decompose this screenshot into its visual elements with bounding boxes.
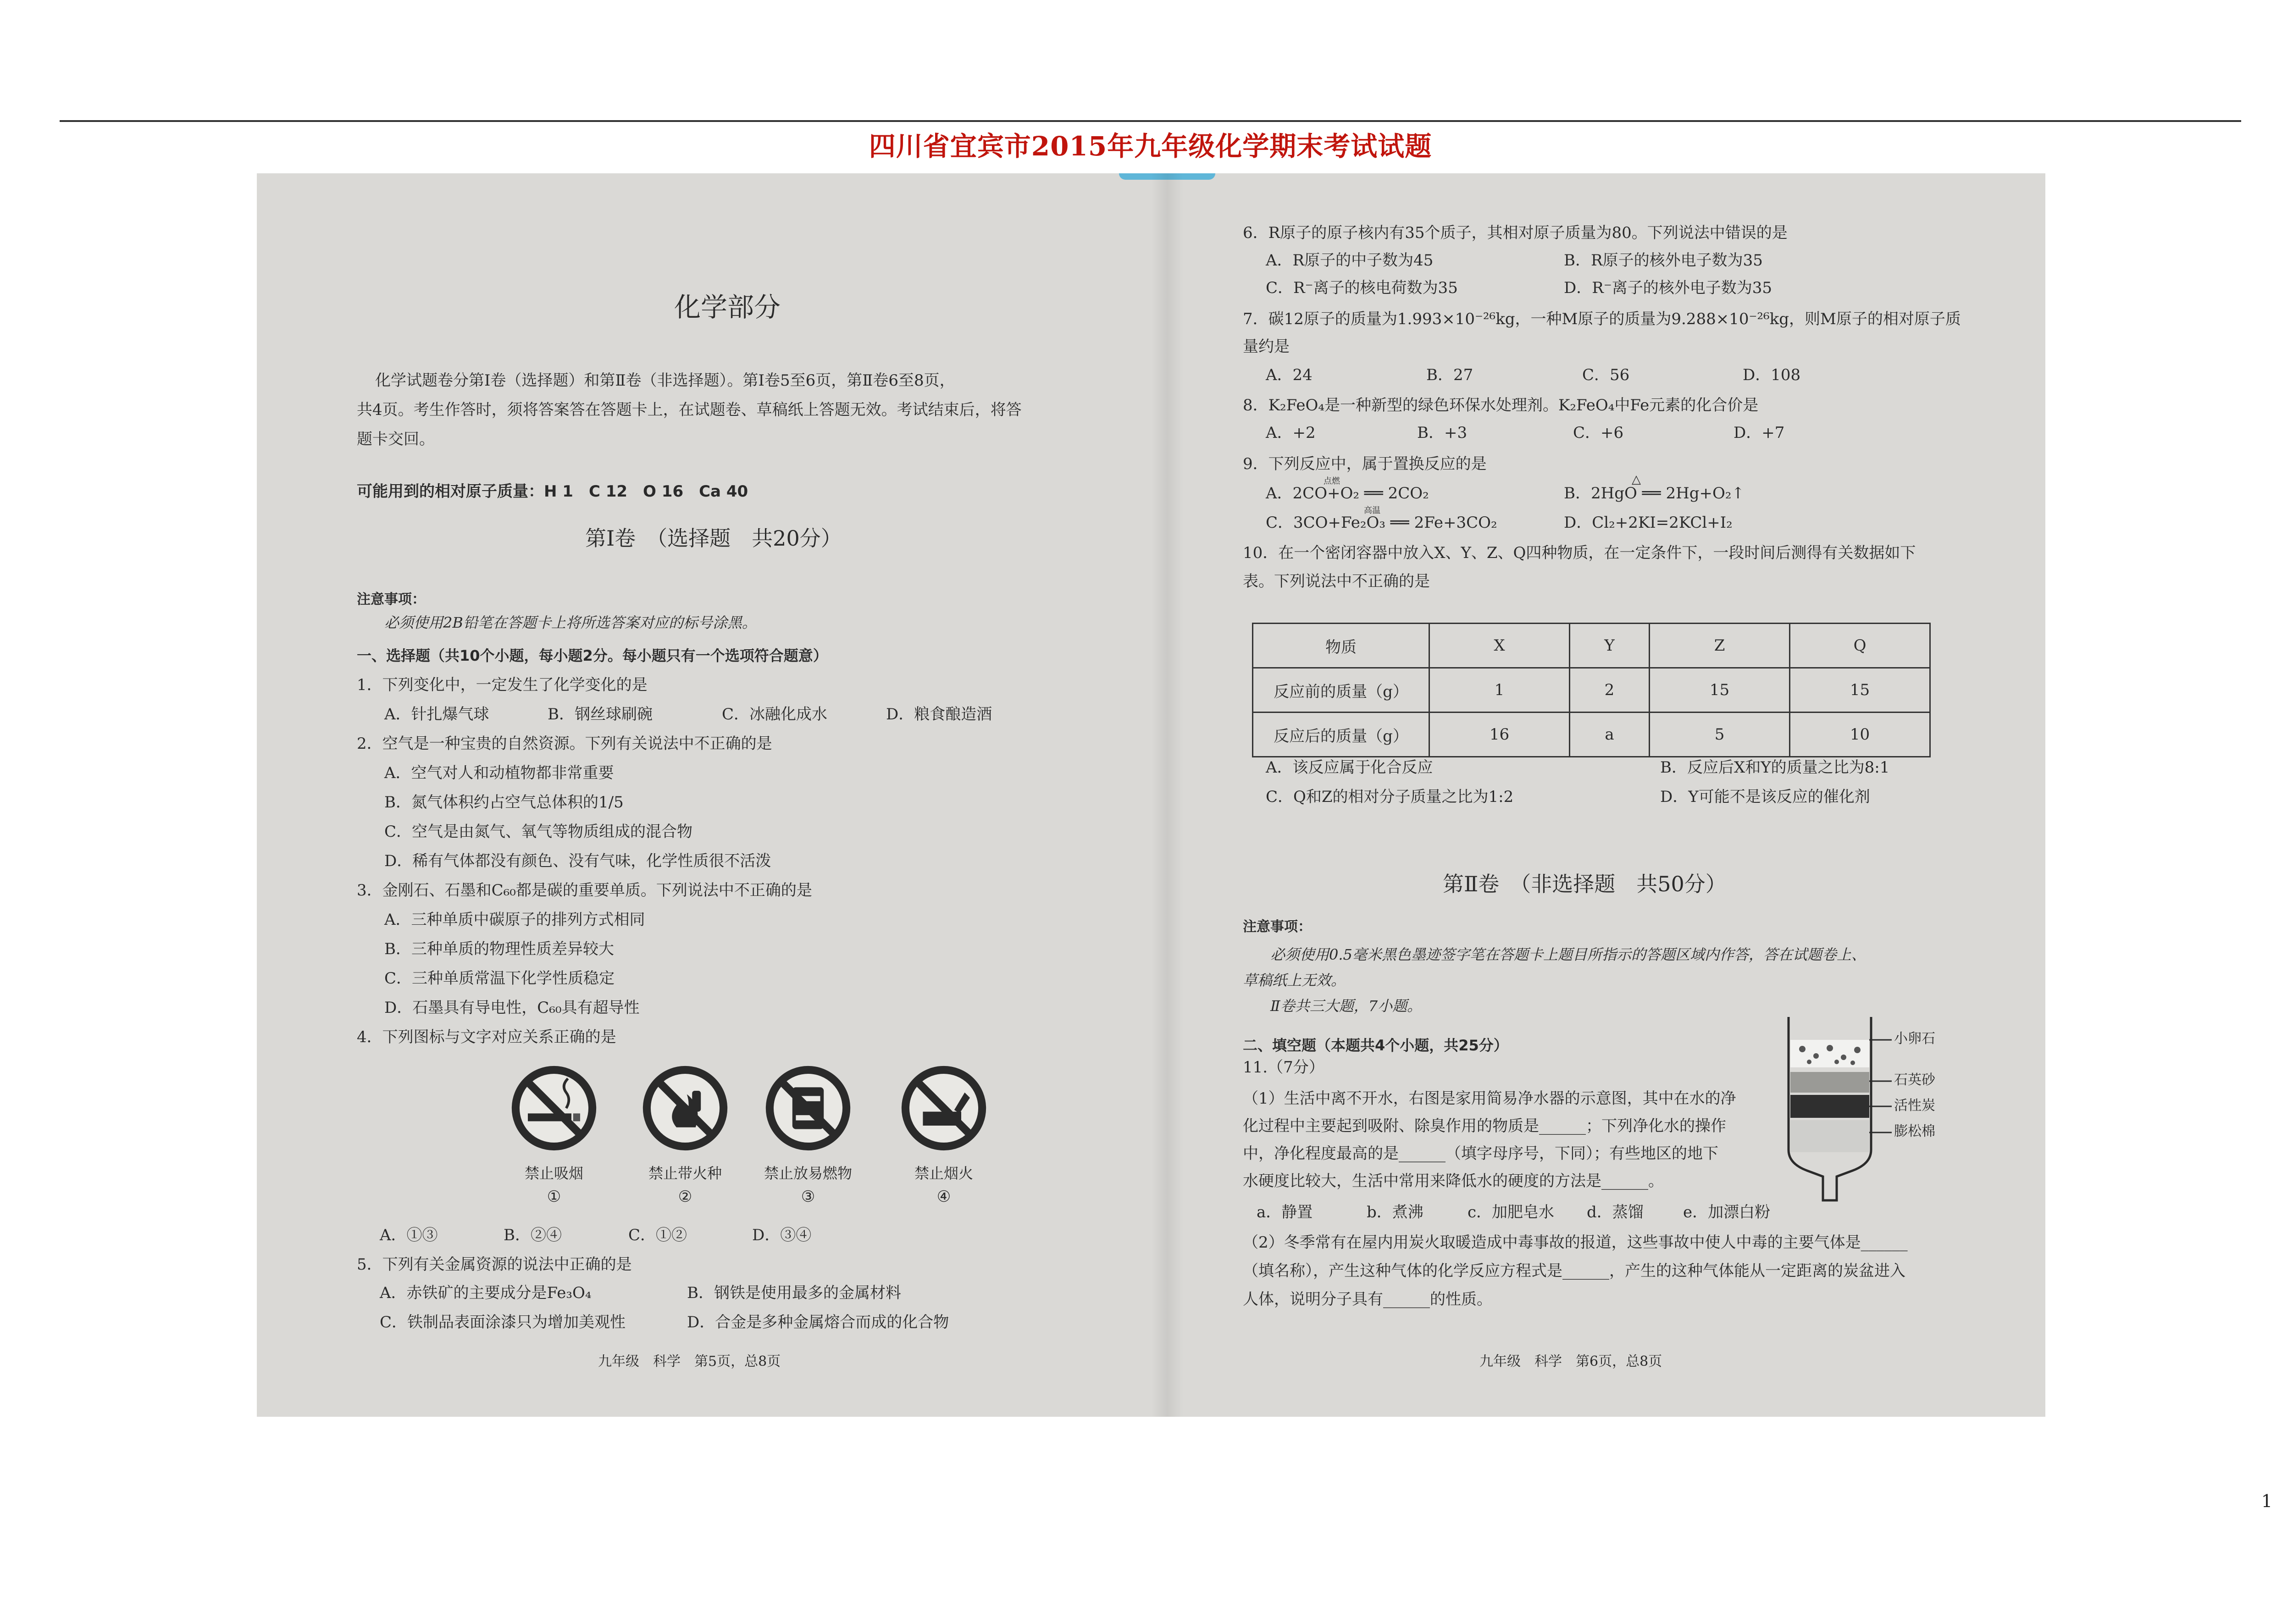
filter-label: 小卵石 (1894, 1031, 1935, 1047)
option: B．27 (1426, 366, 1473, 384)
sign-number: ③ (801, 1188, 815, 1206)
table-cell: 5 (1650, 713, 1790, 757)
sign-label: 禁止放易燃物 (764, 1165, 852, 1182)
question-11: 11.（7分） (1243, 1058, 1324, 1077)
option: B．2HgO ══ 2Hg+O₂↑ (1564, 484, 1745, 503)
notes-label: 注意事项： (357, 591, 426, 608)
option: a．静置 (1257, 1203, 1313, 1221)
option: C．铁制品表面涂漆只为增加美观性 (380, 1313, 626, 1331)
question-11-text: （填名称），产生这种气体的化学反应方程式是______，产生的这种气体能从一定距离的炭盆进入 (1243, 1262, 1905, 1280)
table-row (1253, 668, 1930, 713)
no-open-flame-icon (900, 1065, 987, 1152)
section1-title: 一、选择题（共10个小题，每小题2分。每小题只有一个选项符合题意） (357, 647, 828, 664)
notes-label: 注意事项： (1243, 919, 1312, 935)
question-11-text: 化过程中主要起到吸附、除臭作用的物质是______；下列净化水的操作 (1243, 1117, 1726, 1135)
option: A．该反应属于化合反应 (1266, 758, 1433, 777)
table-cell: 15 (1790, 668, 1930, 713)
filter-label: 膨松棉 (1894, 1123, 1935, 1139)
option: C．+6 (1573, 424, 1624, 442)
sign-no-smoking (508, 1065, 600, 1206)
sign-number: ② (678, 1188, 692, 1206)
question-11-text: （2）冬季常有在屋内用炭火取暖造成中毒事故的报道，这些事故中使人中毒的主要气体是______ (1243, 1233, 1908, 1252)
table-cell: 15 (1650, 668, 1790, 713)
option: B．R原子的核外电子数为35 (1564, 251, 1763, 270)
option: C．56 (1582, 366, 1630, 384)
table-cell: Z (1650, 624, 1790, 668)
question-3: 3．金刚石、石墨和C₆₀都是碳的重要单质。下列说法中不正确的是 (357, 881, 812, 900)
question-11-text: 人体，说明分子具有______的性质。 (1243, 1290, 1492, 1309)
sign-number: ① (547, 1188, 561, 1206)
question-1: 1．下列变化中，一定发生了化学变化的是 (357, 676, 648, 694)
table-cell: 1 (1429, 668, 1570, 713)
question-10-cont: 表。下列说法中不正确的是 (1243, 572, 1430, 591)
no-flammables-icon (764, 1065, 852, 1152)
table-cell: Y (1569, 624, 1649, 668)
option: B．钢丝球刷碗 (548, 705, 653, 724)
scanned-exam-photo (257, 173, 2045, 1417)
sign-label: 禁止带火种 (648, 1165, 722, 1182)
question-4: 4．下列图标与文字对应关系正确的是 (357, 1028, 616, 1046)
intro-line: 共4页。考生作答时，须将答案答在答题卡上，在试题卷、草稿纸上答题无效。考试结束后，将答 (357, 401, 1022, 419)
table-row (1253, 713, 1930, 757)
reaction-condition: 高温 (1364, 506, 1380, 515)
option: D．合金是多种金属熔合而成的化合物 (687, 1313, 949, 1331)
option: C．①② (628, 1226, 687, 1244)
table-cell: Q (1790, 624, 1930, 668)
intro-line: 化学试题卷分第Ⅰ卷（选择题）和第Ⅱ卷（非选择题）。第Ⅰ卷5至6页，第Ⅱ卷6至8页， (375, 371, 955, 390)
question-5: 5．下列有关金属资源的说法中正确的是 (357, 1255, 632, 1274)
notes-text: 草稿纸上无效。 (1243, 972, 1346, 989)
option: C．空气是由氮气、氧气等物质组成的混合物 (384, 823, 693, 841)
question-6: 6．R原子的原子核内有35个质子，其相对原子质量为80。下列说法中错误的是 (1243, 224, 1788, 242)
sign-no-fire-source (639, 1065, 731, 1206)
question-8: 8．K₂FeO₄是一种新型的绿色环保水处理剂。K₂FeO₄中Fe元素的化合价是 (1243, 396, 1759, 414)
option: D．Cl₂+2KI=2KCl+I₂ (1564, 514, 1733, 532)
intro-line: 题卡交回。 (357, 430, 435, 448)
table-header-row (1253, 624, 1930, 668)
filter-label: 活性炭 (1894, 1098, 1935, 1114)
option: A．赤铁矿的主要成分是Fe₃O₄ (380, 1284, 592, 1302)
option: A．2CO+O₂ ══ 2CO₂ (1266, 484, 1429, 503)
no-smoking-icon (510, 1065, 598, 1152)
reaction-condition: △ (1632, 473, 1641, 486)
page-fold-shadow (1151, 173, 1183, 1417)
notes-text: Ⅱ卷共三大题，7小题。 (1270, 997, 1422, 1015)
option: b．煮沸 (1367, 1203, 1423, 1221)
option: C．冰融化成水 (722, 705, 828, 724)
table-cell: 反应前的质量（g） (1253, 668, 1429, 713)
page-number: 1 (2261, 1491, 2272, 1511)
option: B．氮气体积约占空气总体积的1/5 (384, 793, 624, 812)
question-7: 7．碳12原子的质量为1.993×10⁻²⁶kg，一种M原子的质量为9.288×10⁻²⁶kg，则M原子的相对原子质 (1243, 310, 1961, 328)
document-title: 四川省宜宾市2015年九年级化学期末考试试题 (869, 131, 1432, 162)
section2-title: 二、填空题（本题共4个小题，共25分） (1243, 1037, 1508, 1054)
question-9: 9．下列反应中，属于置换反应的是 (1243, 455, 1487, 473)
option: D．R⁻离子的核外电子数为35 (1564, 279, 1772, 297)
option: A．三种单质中碳原子的排列方式相同 (384, 911, 645, 929)
option: C．R⁻离子的核电荷数为35 (1266, 279, 1458, 297)
option: B．②④ (504, 1226, 562, 1244)
data-table (1252, 623, 1931, 757)
option: B．钢铁是使用最多的金属材料 (687, 1284, 901, 1302)
question-7-cont: 量约是 (1243, 337, 1290, 356)
left-page (257, 173, 1151, 1417)
sign-label: 禁止吸烟 (524, 1165, 583, 1182)
right-page-footer: 九年级 科学 第6页，总8页 (1479, 1353, 1662, 1370)
option: D．Y可能不是该反应的催化剂 (1660, 788, 1870, 806)
option: D．石墨具有导电性，C₆₀具有超导性 (384, 999, 640, 1017)
sign-number: ④ (936, 1188, 951, 1206)
option: e．加漂白粉 (1683, 1203, 1771, 1221)
filter-label: 石英砂 (1894, 1072, 1935, 1088)
table-cell: X (1429, 624, 1570, 668)
reaction-condition: 点燃 (1324, 476, 1340, 486)
sign-no-flammables (762, 1065, 854, 1206)
option: c．加肥皂水 (1468, 1203, 1555, 1221)
option: B．三种单质的物理性质差异较大 (384, 940, 614, 958)
option: D．粮食酿造酒 (886, 705, 992, 724)
table-cell: 2 (1569, 668, 1649, 713)
option: A．针扎爆气球 (384, 705, 489, 724)
option: D．+7 (1734, 424, 1785, 442)
notes-text: 必须使用2B铅笔在答题卡上将所选答案对应的标号涂黑。 (384, 614, 757, 631)
question-11-text: 中，净化程度最高的是______（填字母序号，下同）；有些地区的地下 (1243, 1144, 1718, 1163)
option: A．①③ (380, 1226, 438, 1244)
part2-title: 第Ⅱ卷 （非选择题 共50分） (1443, 872, 1727, 896)
option: B．+3 (1417, 424, 1468, 442)
atomic-masses: 可能用到的相对原子质量：H 1 C 12 O 16 Ca 40 (357, 482, 748, 501)
option: C．3CO+Fe₂O₃ ══ 2Fe+3CO₂ (1266, 514, 1497, 532)
section-title: 化学部分 (674, 292, 781, 323)
option: A．24 (1266, 366, 1313, 384)
option: C．Q和Z的相对分子质量之比为1:2 (1266, 788, 1514, 806)
option: A．R原子的中子数为45 (1266, 251, 1434, 270)
notes-text: 必须使用0.5毫米黑色墨迹签字笔在答题卡上题目所指示的答题区域内作答，答在试题卷上、 (1270, 946, 1866, 963)
option: C．三种单质常温下化学性质稳定 (384, 969, 615, 988)
table-cell: a (1569, 713, 1649, 757)
table-cell: 物质 (1253, 624, 1429, 668)
question-11-text: （1）生活中离不开水，右图是家用简易净水器的示意图，其中在水的净 (1243, 1089, 1736, 1108)
right-page (1183, 173, 2045, 1417)
option: B．反应后X和Y的质量之比为8:1 (1660, 758, 1890, 777)
no-fire-source-icon (642, 1065, 729, 1152)
table-cell: 16 (1429, 713, 1570, 757)
table-cell: 10 (1790, 713, 1930, 757)
question-11-text: 水硬度比较大，生活中常用来降低水的硬度的方法是______。 (1243, 1172, 1664, 1190)
table-cell: 反应后的质量（g） (1253, 713, 1429, 757)
sign-label: 禁止烟火 (914, 1165, 973, 1182)
question-10: 10．在一个密闭容器中放入X、Y、Z、Q四种物质，在一定条件下，一段时间后测得有关数据如下 (1243, 544, 1916, 562)
left-page-footer: 九年级 科学 第5页，总8页 (598, 1353, 781, 1370)
option: D．108 (1743, 366, 1801, 384)
sign-no-open-flame (898, 1065, 990, 1206)
option: A．+2 (1266, 424, 1316, 442)
option: d．蒸馏 (1587, 1203, 1644, 1221)
option: A．空气对人和动植物都非常重要 (384, 764, 614, 782)
header-rule (60, 120, 2241, 122)
option: D．稀有气体都没有颜色、没有气味，化学性质很不活泼 (384, 852, 771, 870)
question-2: 2．空气是一种宝贵的自然资源。下列有关说法中不正确的是 (357, 735, 772, 753)
part1-title: 第Ⅰ卷 （选择题 共20分） (585, 526, 842, 551)
option: D．③④ (752, 1226, 812, 1244)
